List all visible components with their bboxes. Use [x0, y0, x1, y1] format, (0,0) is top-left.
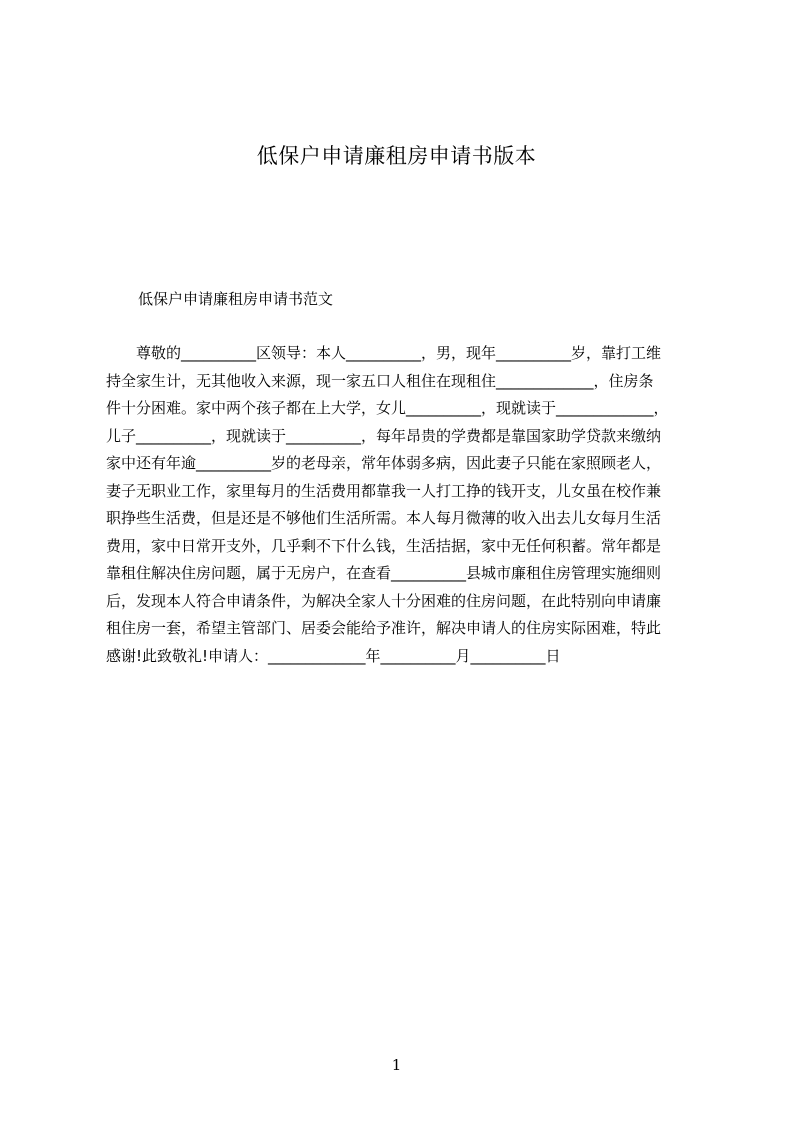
body-line: 尊敬的__________区领导：本人__________，男，现年__________岁，靠打工维 — [106, 344, 662, 362]
body-line: 后，发现本人符合申请条件，为解决全家人十分困难的住房问题，在此特别向申请廉 — [106, 591, 662, 610]
body-line: 持全家生计，无其他收入来源，现一家五口人租住在现租住_____________，住房条 — [106, 371, 654, 390]
document-body — [106, 343, 702, 673]
body-line: 件十分困难。家中两个孩子都在上大学，女儿__________，现就读于_____________， — [106, 399, 669, 417]
body-line: 儿子__________，现就读于__________，每年昂贵的学费都是靠国家助学贷款来缴纳 — [106, 426, 662, 445]
body-line: 家中还有年逾__________岁的老母亲，常年体弱多病，因此妻子只能在家照顾老人， — [106, 454, 662, 472]
document-title: 低保户申请廉租房申请书版本 — [256, 144, 537, 168]
document-subtitle: 低保户申请廉租房申请书范文 — [138, 290, 334, 308]
body-line: 妻子无职业工作，家里每月的生活费用都靠我一人打工挣的钱开支，儿女虽在校作兼 — [106, 481, 662, 500]
body-line: 租住房一套，希望主管部门、居委会能给予准许，解决申请人的住房实际困难，特此 — [106, 619, 662, 637]
body-line: 靠租住解决住房问题，属于无房户，在查看__________县城市廉租住房管理实施细则 — [106, 564, 662, 582]
body-line: 感谢!此致敬礼!申请人：_____________年__________月__________日 — [106, 646, 561, 665]
body-line: 职挣些生活费，但是还是不够他们生活所需。本人每月微薄的收入出去儿女每月生活 — [106, 509, 662, 527]
page-number: 1 — [391, 1056, 402, 1074]
body-line: 费用，家中日常开支外，几乎剩不下什么钱，生活拮据，家中无任何积蓄。常年都是 — [106, 536, 662, 555]
